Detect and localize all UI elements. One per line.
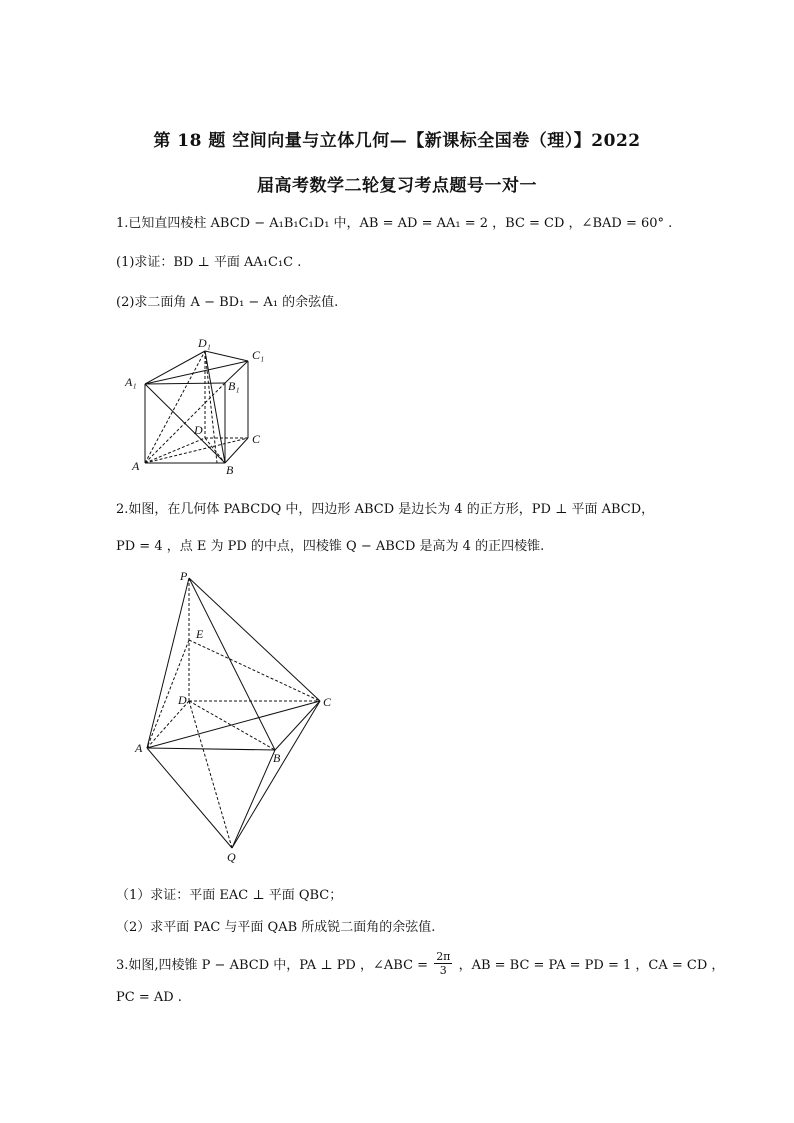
fig2-label-E: E bbox=[196, 627, 204, 641]
fig1-label-B1: B₁ bbox=[228, 379, 240, 393]
problem-2-part-1: （1）求证：平面 EAC ⊥ 平面 QBC； bbox=[116, 888, 343, 903]
fig1-label-A1: A₁ bbox=[125, 375, 137, 389]
problem-2-stem-line2: PD = 4 ，点 E 为 PD 的中点，四棱锥 Q − ABCD 是高为 4 的正四棱锥. bbox=[116, 539, 545, 554]
problem-1-part-1: (1)求证：BD ⊥ 平面 AA₁C₁C . bbox=[116, 255, 302, 270]
fig2-label-Q: Q bbox=[227, 850, 236, 864]
fig2-label-D: D bbox=[178, 693, 187, 707]
problem-2-figure bbox=[130, 568, 340, 868]
problem-2-stem-line1: 2.如图，在几何体 PABCDQ 中，四边形 ABCD 是边长为 4 的正方形，PD ⊥ 平面 ABCD， bbox=[116, 502, 655, 517]
fig1-label-C: C bbox=[252, 432, 261, 446]
page-title-line1: 第 18 题 空间向量与立体几何—【新课标全国卷（理）】2022 bbox=[153, 131, 641, 151]
fig1-label-C1: C₁ bbox=[252, 348, 265, 362]
fig2-label-P: P bbox=[180, 569, 188, 583]
problem-3-fraction bbox=[434, 950, 452, 977]
problem-3-stem-line1 bbox=[116, 950, 724, 980]
fig1-label-A: A bbox=[132, 459, 140, 473]
problem-3-stem-a: 3.如图,四棱锥 P − ABCD 中，PA ⊥ PD ，∠ABC = bbox=[116, 958, 429, 973]
problem-3-stem-b: ，AB = BC = PA = PD = 1 ，CA = CD ， bbox=[458, 958, 725, 973]
fraction-numerator: 2π bbox=[436, 950, 451, 963]
fig1-label-D1: D₁ bbox=[198, 336, 211, 350]
page-title-line2: 届高考数学二轮复习考点题号一对一 bbox=[257, 176, 537, 196]
fig2-label-A: A bbox=[135, 741, 143, 755]
problem-3-stem-line2: PC = AD . bbox=[116, 990, 182, 1005]
fig1-label-D: D bbox=[194, 423, 203, 437]
problem-1-stem: 1.已知直四棱柱 ABCD − A₁B₁C₁D₁ 中，AB = AD = AA₁ = 2 ，BC = CD ，∠BAD = 60° . bbox=[116, 216, 673, 231]
problem-2-part-2: （2）求平面 PAC 与平面 QAB 所成锐二面角的余弦值. bbox=[116, 920, 436, 935]
fraction-denominator: 3 bbox=[439, 964, 447, 977]
fig2-label-B: B bbox=[273, 751, 281, 765]
problem-1-figure bbox=[120, 330, 280, 478]
fig1-label-B: B bbox=[226, 463, 234, 477]
fig2-label-C: C bbox=[323, 695, 332, 709]
problem-1-part-2: (2)求二面角 A − BD₁ − A₁ 的余弦值. bbox=[116, 295, 339, 310]
